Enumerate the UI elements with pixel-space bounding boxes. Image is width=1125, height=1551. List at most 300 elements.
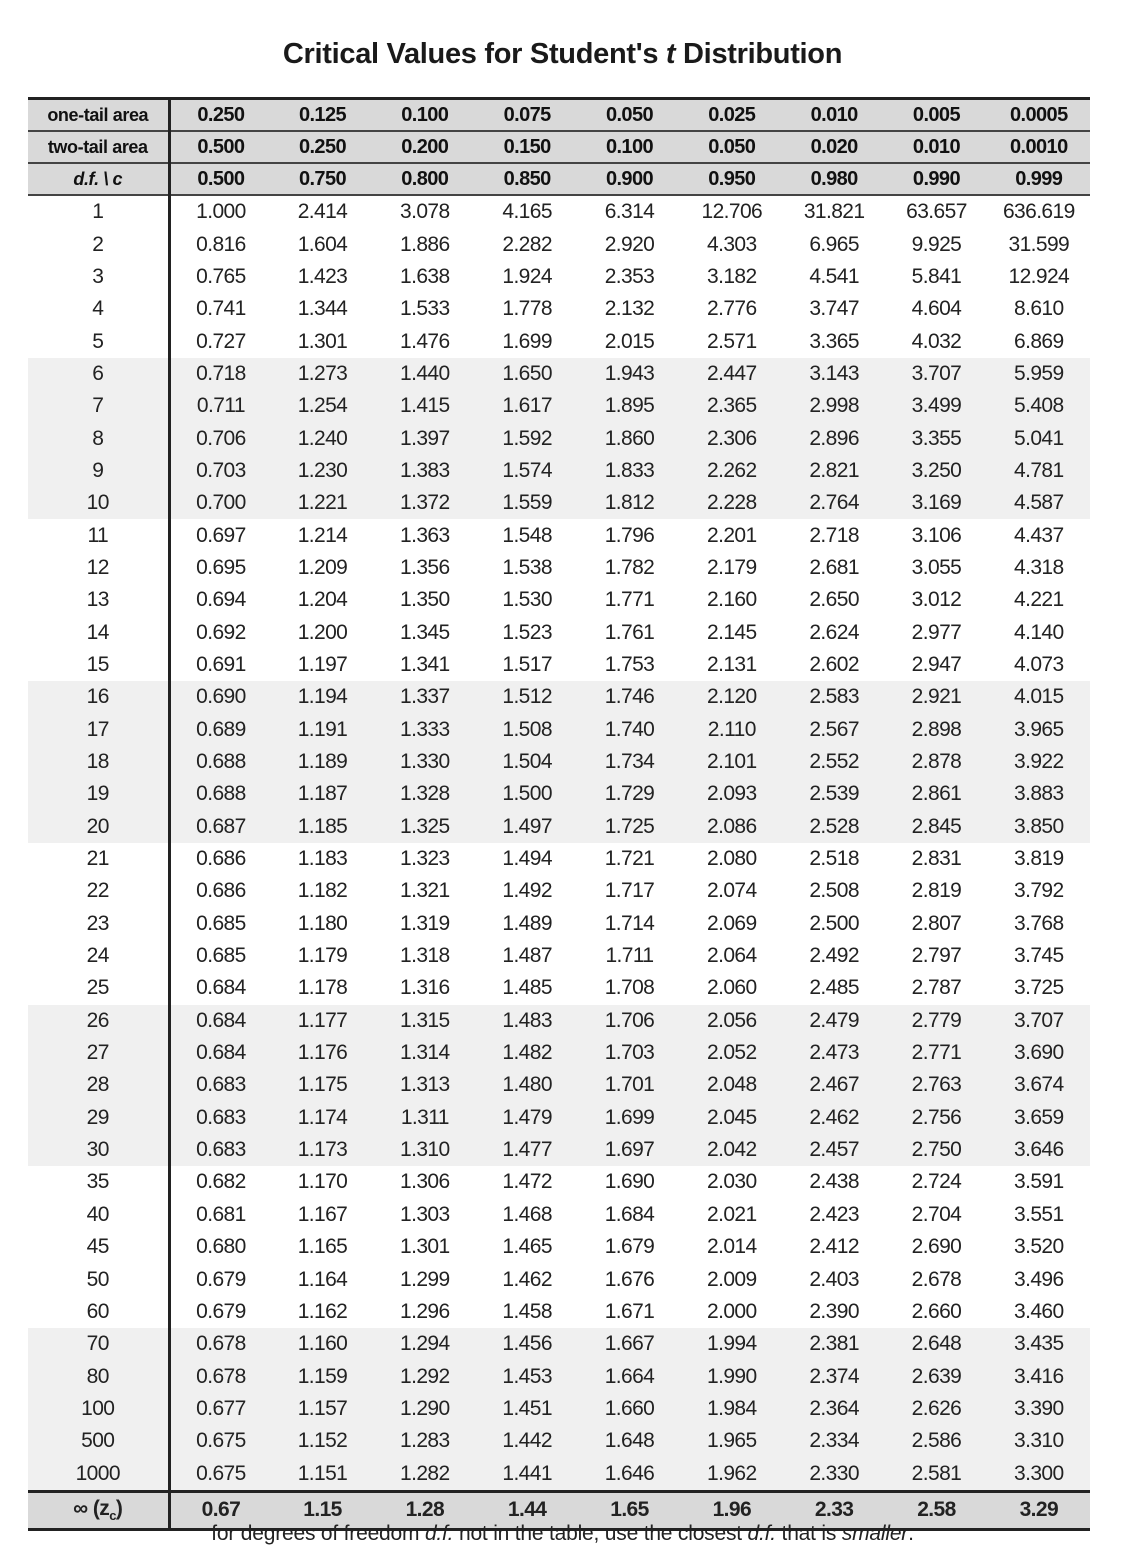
critical-value-cell: 1.315	[374, 1005, 476, 1037]
critical-value-cell: 2.771	[885, 1037, 987, 1069]
one-tail-value: 0.050	[578, 99, 680, 132]
critical-value-cell: 1.160	[271, 1328, 373, 1360]
critical-value-cell: 1.423	[297, 264, 348, 288]
critical-value-cell: 1.483	[476, 1005, 578, 1037]
critical-value-cell: 5.959	[988, 358, 1090, 390]
critical-value-cell: 2.457	[783, 1134, 885, 1166]
df-cell: 28	[28, 1069, 169, 1101]
critical-value-cell: 2.160	[707, 588, 757, 612]
critical-value-cell: 1.530	[502, 588, 552, 612]
critical-value-cell: 1.151	[271, 1457, 373, 1491]
table-row	[28, 1263, 1090, 1295]
critical-value-cell: 2.678	[911, 1267, 962, 1291]
z-value: 1.96	[681, 1491, 783, 1529]
critical-value-cell: 2.756	[885, 1102, 987, 1134]
critical-value-cell: 1.313	[374, 1069, 476, 1101]
table-row	[28, 746, 1090, 778]
critical-value-cell: 0.694	[196, 588, 246, 612]
two-tail-value: 0.200	[374, 131, 476, 163]
critical-value-cell: 1.746	[578, 681, 680, 713]
critical-value-cell: 1.157	[271, 1393, 373, 1425]
critical-value-cell: 1.164	[297, 1267, 348, 1291]
one-tail-value: 0.010	[783, 99, 885, 132]
table-row	[28, 1199, 1090, 1231]
critical-value-cell: 3.182	[707, 264, 757, 288]
critical-value-cell: 3.922	[988, 746, 1090, 778]
critical-value-cell: 1.714	[604, 911, 655, 935]
critical-value-cell: 1.667	[578, 1328, 680, 1360]
df-cell: 35	[28, 1166, 169, 1198]
t-distribution-table	[28, 97, 1090, 1531]
critical-value-cell: 2.330	[783, 1457, 885, 1491]
table-row	[28, 616, 1090, 648]
df-cell: 26	[28, 1005, 169, 1037]
critical-value-cell: 3.745	[1014, 944, 1064, 968]
critical-value-cell: 1.159	[271, 1360, 373, 1392]
confidence-value: 0.800	[374, 163, 476, 195]
critical-value-cell: 1.182	[297, 879, 348, 903]
table-row	[28, 714, 1090, 746]
critical-value-cell: 0.700	[169, 487, 271, 519]
critical-value-cell: 2.920	[604, 232, 655, 256]
critical-value-cell: 3.300	[988, 1457, 1090, 1491]
critical-value-cell: 2.132	[604, 297, 655, 321]
critical-value-cell: 2.467	[783, 1069, 885, 1101]
critical-value-cell: 9.925	[911, 232, 962, 256]
critical-value-cell: 2.282	[502, 232, 552, 256]
table-row	[28, 1231, 1090, 1263]
critical-value-cell: 0.685	[196, 911, 246, 935]
critical-value-cell: 3.416	[988, 1360, 1090, 1392]
critical-value-cell: 0.688	[169, 746, 271, 778]
critical-value-cell: 1.721	[604, 847, 655, 871]
df-cell: 7	[28, 390, 169, 422]
critical-value-cell: 2.042	[681, 1134, 783, 1166]
critical-value-cell: 1.325	[374, 811, 476, 843]
critical-value-cell: 0.678	[169, 1360, 271, 1392]
critical-value-cell: 2.528	[783, 811, 885, 843]
critical-value-cell: 1.311	[374, 1102, 476, 1134]
critical-value-cell: 0.816	[196, 232, 246, 256]
critical-value-cell: 1.296	[400, 1299, 450, 1323]
critical-value-cell: 3.707	[988, 1005, 1090, 1037]
z-value: 1.28	[374, 1491, 476, 1529]
critical-value-cell: 1.333	[374, 714, 476, 746]
critical-value-cell: 4.318	[1014, 555, 1064, 579]
table-row	[28, 455, 1090, 487]
table-row	[28, 487, 1090, 519]
critical-value-cell: 0.711	[169, 390, 271, 422]
critical-value-cell: 1.574	[476, 455, 578, 487]
critical-value-cell: 2.462	[783, 1102, 885, 1134]
critical-value-cell: 1.684	[604, 1202, 655, 1226]
confidence-value: 0.750	[271, 163, 373, 195]
df-cell: 11	[28, 519, 169, 551]
df-cell: 20	[28, 811, 169, 843]
critical-value-cell: 1.965	[681, 1425, 783, 1457]
df-cell: 18	[28, 746, 169, 778]
critical-value-cell: 1.660	[578, 1393, 680, 1425]
page-title: Critical Values for Student's t Distribution	[282, 38, 843, 70]
critical-value-cell: 1.699	[502, 329, 552, 353]
critical-value-cell: 1.482	[476, 1037, 578, 1069]
critical-value-cell: 5.408	[988, 390, 1090, 422]
critical-value-cell: 1.472	[502, 1170, 552, 1194]
critical-value-cell: 0.684	[169, 1005, 271, 1037]
one-tail-header-row	[28, 99, 1090, 132]
critical-value-cell: 1.310	[374, 1134, 476, 1166]
critical-value-cell: 1.345	[400, 620, 450, 644]
critical-value-cell: 1.344	[297, 297, 348, 321]
critical-value-cell: 3.499	[885, 390, 987, 422]
critical-value-cell: 2.021	[707, 1202, 757, 1226]
critical-value-cell: 0.683	[169, 1102, 271, 1134]
critical-value-cell: 2.704	[911, 1202, 962, 1226]
critical-value-cell: 1.175	[271, 1069, 373, 1101]
one-tail-value: 0.005	[885, 99, 987, 132]
table-row	[28, 1393, 1090, 1425]
critical-value-cell: 3.659	[988, 1102, 1090, 1134]
critical-value-cell: 2.080	[707, 847, 757, 871]
critical-value-cell: 1.330	[374, 746, 476, 778]
critical-value-cell: 2.179	[707, 555, 757, 579]
critical-value-cell: 3.055	[911, 555, 962, 579]
confidence-value: 0.999	[988, 163, 1090, 195]
df-cell: 14	[28, 616, 169, 648]
df-cell: 50	[28, 1263, 169, 1295]
critical-value-cell: 4.140	[1014, 620, 1064, 644]
two-tail-value: 0.150	[476, 131, 578, 163]
critical-value-cell: 2.878	[885, 746, 987, 778]
critical-value-cell: 2.567	[783, 714, 885, 746]
z-value: 2.33	[783, 1491, 885, 1529]
critical-value-cell: 1.363	[400, 523, 450, 547]
critical-value-cell: 2.048	[681, 1069, 783, 1101]
table-row	[28, 972, 1090, 1004]
critical-value-cell: 2.009	[707, 1267, 757, 1291]
critical-value-cell: 1.465	[502, 1235, 552, 1259]
critical-value-cell: 2.262	[681, 455, 783, 487]
df-cell: 60	[28, 1296, 169, 1328]
critical-value-cell: 0.686	[196, 847, 246, 871]
df-c-label: d.f. \ c	[28, 163, 169, 195]
critical-value-cell: 3.725	[1014, 976, 1064, 1000]
critical-value-cell: 1.177	[271, 1005, 373, 1037]
critical-value-cell: 4.781	[988, 455, 1090, 487]
critical-value-cell: 4.015	[988, 681, 1090, 713]
z-row-label: ∞ $(z_c)$	[28, 1491, 169, 1529]
table-row	[28, 875, 1090, 907]
critical-value-cell: 1.664	[578, 1360, 680, 1392]
df-cell: 100	[28, 1393, 169, 1425]
critical-value-cell: 0.683	[169, 1134, 271, 1166]
table-row	[28, 390, 1090, 422]
critical-value-cell: 0.684	[196, 976, 246, 1000]
critical-value-cell: 2.977	[911, 620, 962, 644]
critical-value-cell: 4.032	[911, 329, 962, 353]
critical-value-cell: 3.965	[988, 714, 1090, 746]
critical-value-cell: 1.179	[297, 944, 348, 968]
critical-value-cell: 3.365	[809, 329, 859, 353]
critical-value-cell: 1.924	[502, 264, 552, 288]
z-value: 0.67	[169, 1491, 271, 1529]
critical-value-cell: 1.962	[681, 1457, 783, 1491]
critical-value-cell: 2.403	[809, 1267, 859, 1291]
critical-value-cell: 2.764	[783, 487, 885, 519]
critical-value-cell: 1.812	[578, 487, 680, 519]
df-cell: 45	[28, 1231, 169, 1263]
critical-value-cell: 0.765	[196, 264, 246, 288]
critical-value-cell: 0.686	[196, 879, 246, 903]
critical-value-cell: 1.761	[604, 620, 655, 644]
critical-value-cell: 6.314	[604, 200, 655, 224]
critical-value-cell: 5.041	[988, 422, 1090, 454]
two-tail-value: 0.250	[271, 131, 373, 163]
critical-value-cell: 2.779	[885, 1005, 987, 1037]
critical-value-cell: 2.763	[885, 1069, 987, 1101]
critical-value-cell: 2.447	[681, 358, 783, 390]
critical-value-cell: 2.000	[707, 1299, 757, 1323]
critical-value-cell: 2.414	[297, 200, 348, 224]
one-tail-label: one-tail area	[28, 99, 169, 132]
critical-value-cell: 3.496	[1014, 1267, 1064, 1291]
critical-value-cell: 1.671	[604, 1299, 655, 1323]
critical-value-cell: 1.650	[476, 358, 578, 390]
critical-value-cell: 0.718	[169, 358, 271, 390]
critical-value-cell: 3.250	[885, 455, 987, 487]
critical-value-cell: 1.290	[374, 1393, 476, 1425]
critical-value-cell: 2.807	[911, 911, 962, 935]
table-row	[28, 1069, 1090, 1101]
critical-value-cell: 2.052	[681, 1037, 783, 1069]
critical-value-cell: 2.334	[783, 1425, 885, 1457]
critical-value-cell: 1.292	[374, 1360, 476, 1392]
critical-value-cell: 1.477	[476, 1134, 578, 1166]
critical-value-cell: 1.740	[578, 714, 680, 746]
df-cell: 2	[28, 228, 169, 260]
critical-value-cell: 2.374	[783, 1360, 885, 1392]
critical-value-cell: 0.741	[196, 297, 246, 321]
critical-value-cell: 1.191	[271, 714, 373, 746]
critical-value-cell: 1.204	[297, 588, 348, 612]
two-tail-value: 0.500	[169, 131, 271, 163]
critical-value-cell: 1.485	[502, 976, 552, 1000]
critical-value-cell: 2.074	[707, 879, 757, 903]
critical-value-cell: 2.821	[783, 455, 885, 487]
critical-value-cell: 1.303	[400, 1202, 450, 1226]
critical-value-cell: 1.729	[578, 778, 680, 810]
critical-value-cell: 1.504	[476, 746, 578, 778]
critical-value-cell: 1.397	[374, 422, 476, 454]
critical-value-cell: 1.214	[297, 523, 348, 547]
critical-value-cell: 4.541	[809, 264, 859, 288]
critical-value-cell: 0.691	[196, 652, 246, 676]
critical-value-cell: 1.240	[271, 422, 373, 454]
table-row	[28, 195, 1090, 228]
table-row	[28, 908, 1090, 940]
df-cell: 13	[28, 584, 169, 616]
critical-value-cell: 2.776	[707, 297, 757, 321]
critical-value-cell: 1.895	[578, 390, 680, 422]
critical-value-cell: 1.209	[297, 555, 348, 579]
critical-value-cell: 3.707	[885, 358, 987, 390]
critical-value-cell: 0.677	[169, 1393, 271, 1425]
critical-value-cell: 1.771	[604, 588, 655, 612]
critical-value-cell: 2.648	[885, 1328, 987, 1360]
table-row	[28, 552, 1090, 584]
critical-value-cell: 0.687	[169, 811, 271, 843]
critical-value-cell: 2.364	[783, 1393, 885, 1425]
table-row	[28, 519, 1090, 551]
critical-value-cell: 2.228	[681, 487, 783, 519]
critical-value-cell: 1.943	[578, 358, 680, 390]
critical-value-cell: 1.442	[476, 1425, 578, 1457]
critical-value-cell: 1.254	[271, 390, 373, 422]
critical-value-cell: 2.690	[911, 1235, 962, 1259]
critical-value-cell: 1.487	[502, 944, 552, 968]
critical-value-cell: 2.492	[809, 944, 859, 968]
footnote: for degrees of freedom d.f. not in the table, use the closest d.f. that is smaller.	[211, 1522, 914, 1545]
confidence-value: 0.990	[885, 163, 987, 195]
critical-value-cell: 1.517	[502, 652, 552, 676]
critical-value-cell: 4.604	[911, 297, 962, 321]
table-row	[28, 261, 1090, 293]
critical-value-cell: 3.078	[400, 200, 450, 224]
critical-value-cell: 2.750	[885, 1134, 987, 1166]
critical-value-cell: 1.306	[400, 1170, 450, 1194]
critical-value-cell: 6.965	[809, 232, 859, 256]
one-tail-value: 0.0005	[988, 99, 1090, 132]
critical-value-cell: 3.690	[988, 1037, 1090, 1069]
critical-value-cell: 3.768	[1014, 911, 1064, 935]
critical-value-cell: 1.476	[400, 329, 450, 353]
critical-value-cell: 1.415	[374, 390, 476, 422]
critical-value-cell: 2.110	[681, 714, 783, 746]
critical-value-cell: 12.706	[701, 200, 763, 224]
critical-value-cell: 3.883	[988, 778, 1090, 810]
table-row	[28, 358, 1090, 390]
critical-value-cell: 1.697	[578, 1134, 680, 1166]
critical-value-cell: 2.101	[681, 746, 783, 778]
critical-value-cell: 2.353	[604, 264, 655, 288]
critical-value-cell: 1.319	[400, 911, 450, 935]
one-tail-value: 0.100	[374, 99, 476, 132]
critical-value-cell: 2.479	[783, 1005, 885, 1037]
two-tail-value: 0.020	[783, 131, 885, 163]
critical-value-cell: 1.717	[604, 879, 655, 903]
critical-value-cell: 0.678	[169, 1328, 271, 1360]
critical-value-cell: 2.500	[809, 911, 859, 935]
critical-value-cell: 1.282	[374, 1457, 476, 1491]
table-row	[28, 649, 1090, 681]
critical-value-cell: 2.583	[783, 681, 885, 713]
confidence-value: 0.500	[169, 163, 271, 195]
df-cell: 500	[28, 1425, 169, 1457]
critical-value-cell: 2.056	[681, 1005, 783, 1037]
critical-value-cell: 3.355	[885, 422, 987, 454]
critical-value-cell: 1.301	[297, 329, 348, 353]
table-row	[28, 1328, 1090, 1360]
df-cell: 30	[28, 1134, 169, 1166]
critical-value-cell: 2.518	[809, 847, 859, 871]
critical-value-cell: 3.169	[885, 487, 987, 519]
critical-value-cell: 6.869	[1014, 329, 1064, 353]
critical-value-cell: 4.303	[707, 232, 757, 256]
table-row	[28, 325, 1090, 357]
critical-value-cell: 3.106	[911, 523, 962, 547]
critical-value-cell: 1.638	[400, 264, 450, 288]
z-value: 3.29	[988, 1491, 1090, 1529]
df-cell: 23	[28, 908, 169, 940]
critical-value-cell: 0.689	[169, 714, 271, 746]
table-row	[28, 1425, 1090, 1457]
one-tail-value: 0.075	[476, 99, 578, 132]
critical-value-cell: 1.617	[476, 390, 578, 422]
critical-value-cell: 0.685	[196, 944, 246, 968]
critical-value-cell: 2.947	[911, 652, 962, 676]
critical-value-cell: 2.896	[783, 422, 885, 454]
critical-value-cell: 1.994	[681, 1328, 783, 1360]
critical-value-cell: 2.602	[809, 652, 859, 676]
critical-value-cell: 2.650	[809, 588, 859, 612]
critical-value-cell: 1.318	[400, 944, 450, 968]
critical-value-cell: 2.086	[681, 811, 783, 843]
table-row	[28, 1134, 1090, 1166]
critical-value-cell: 3.143	[783, 358, 885, 390]
critical-value-cell: 1.453	[476, 1360, 578, 1392]
critical-value-cell: 1.604	[297, 232, 348, 256]
critical-value-cell: 1.321	[400, 879, 450, 903]
critical-value-cell: 2.390	[809, 1299, 859, 1323]
df-cell: 6	[28, 358, 169, 390]
critical-value-cell: 3.591	[1014, 1170, 1064, 1194]
df-cell: 9	[28, 455, 169, 487]
critical-value-cell: 1.559	[476, 487, 578, 519]
two-tail-value: 0.100	[578, 131, 680, 163]
critical-value-cell: 2.626	[885, 1393, 987, 1425]
critical-value-cell: 1.221	[271, 487, 373, 519]
df-cell: 1000	[28, 1457, 169, 1491]
critical-value-cell: 1.283	[374, 1425, 476, 1457]
critical-value-cell: 2.473	[783, 1037, 885, 1069]
critical-value-cell: 2.015	[604, 329, 655, 353]
critical-value-cell: 1.372	[374, 487, 476, 519]
critical-value-cell: 1.646	[578, 1457, 680, 1491]
critical-value-cell: 0.680	[196, 1235, 246, 1259]
critical-value-cell: 2.508	[809, 879, 859, 903]
confidence-header-row	[28, 163, 1090, 195]
df-cell: 16	[28, 681, 169, 713]
df-cell: 80	[28, 1360, 169, 1392]
table-row	[28, 1457, 1090, 1491]
critical-value-cell: 2.069	[707, 911, 757, 935]
critical-value-cell: 0.688	[169, 778, 271, 810]
critical-value-cell: 2.787	[911, 976, 962, 1000]
critical-value-cell: 1.167	[297, 1202, 348, 1226]
critical-value-cell: 1.170	[297, 1170, 348, 1194]
critical-value-cell: 2.365	[681, 390, 783, 422]
critical-value-cell: 1.886	[400, 232, 450, 256]
critical-value-cell: 1.273	[271, 358, 373, 390]
critical-value-cell: 2.724	[911, 1170, 962, 1194]
df-cell: 15	[28, 649, 169, 681]
critical-value-cell: 2.681	[809, 555, 859, 579]
critical-value-cell: 31.599	[1008, 232, 1070, 256]
two-tail-value: 0.050	[681, 131, 783, 163]
critical-value-cell: 2.898	[885, 714, 987, 746]
critical-value-cell: 1.497	[476, 811, 578, 843]
critical-value-cell: 1.341	[400, 652, 450, 676]
